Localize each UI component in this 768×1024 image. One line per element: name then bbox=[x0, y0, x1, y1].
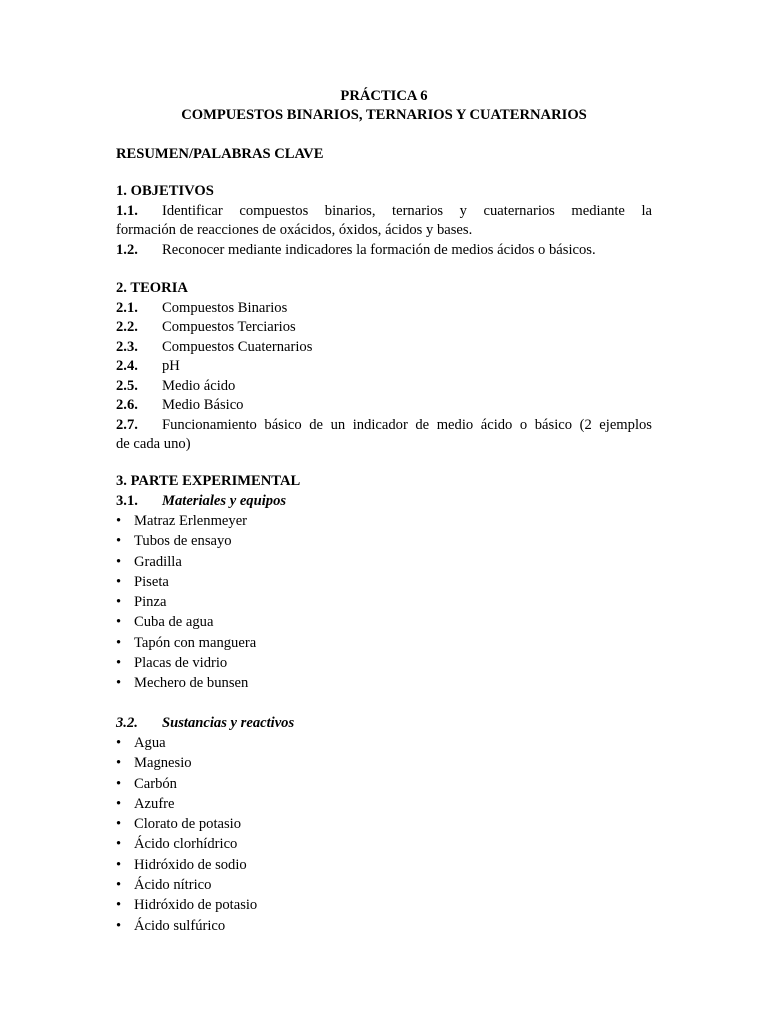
subheading-row bbox=[116, 714, 652, 734]
sustancias-list bbox=[116, 734, 652, 937]
item-number: 2.5. bbox=[116, 377, 138, 394]
list-item bbox=[116, 674, 652, 694]
list-item-text: Pinza bbox=[134, 594, 167, 611]
list-item-text: Cuba de agua bbox=[134, 614, 214, 631]
bullet-icon: • bbox=[116, 553, 122, 570]
list-item bbox=[116, 754, 652, 774]
list-item bbox=[116, 795, 652, 815]
list-item-text: Hidróxido de sodio bbox=[134, 856, 247, 873]
bullet-icon: • bbox=[116, 795, 122, 812]
list-item bbox=[116, 896, 652, 916]
list-item-text: Carbón bbox=[134, 775, 177, 792]
list-item-text: Mechero de bunsen bbox=[134, 675, 249, 692]
list-item-text: Placas de vidrio bbox=[134, 655, 228, 672]
list-item bbox=[116, 593, 652, 613]
teoria-item bbox=[116, 357, 652, 377]
teoria-item bbox=[116, 377, 652, 397]
list-item-text: Piseta bbox=[134, 573, 169, 590]
bullet-icon: • bbox=[116, 614, 122, 631]
list-item bbox=[116, 815, 652, 835]
bullet-icon: • bbox=[116, 856, 122, 873]
item-text: Medio Básico bbox=[162, 397, 244, 413]
experimental-section bbox=[116, 472, 652, 511]
list-item-text: Azufre bbox=[134, 795, 175, 812]
bullet-icon: • bbox=[116, 917, 122, 934]
bullet-icon: • bbox=[116, 675, 122, 692]
list-item bbox=[116, 532, 652, 552]
list-item-text: Hidróxido de potasio bbox=[134, 897, 258, 914]
list-item bbox=[116, 876, 652, 896]
document-subtitle: COMPUESTOS BINARIOS, TERNARIOS Y CUATERNARIOS bbox=[181, 107, 587, 123]
item-number: 2.6. bbox=[116, 397, 138, 413]
list-item bbox=[116, 835, 652, 855]
list-item-text: Matraz Erlenmeyer bbox=[134, 513, 248, 529]
item-text: Funcionamiento básico de un indicador de medio ácido o básico (2 ejemplos bbox=[162, 416, 652, 433]
list-item bbox=[116, 573, 652, 593]
list-item bbox=[116, 917, 652, 937]
materiales-list bbox=[116, 512, 652, 695]
list-item-text: Gradilla bbox=[134, 553, 182, 570]
teoria-item bbox=[116, 396, 652, 416]
list-item bbox=[116, 856, 652, 876]
list-item-text: Clorato de potasio bbox=[134, 816, 242, 833]
item-number: 1.2. bbox=[116, 241, 138, 258]
document-title: PRÁCTICA 6 bbox=[340, 88, 428, 104]
list-item bbox=[116, 553, 652, 573]
item-number: 2.2. bbox=[116, 319, 138, 335]
list-item bbox=[116, 654, 652, 674]
list-item-text: Magnesio bbox=[134, 755, 192, 772]
teoria-item bbox=[116, 416, 652, 436]
subheading-text: Sustancias y reactivos bbox=[162, 715, 295, 731]
item-number: 2.7. bbox=[116, 416, 138, 433]
bullet-icon: • bbox=[116, 816, 122, 833]
teoria-heading: 2. TEORIA bbox=[116, 280, 188, 296]
bullet-icon: • bbox=[116, 594, 122, 611]
item-text: Identificar compuestos binarios, ternarios y cuaternarios mediante la bbox=[162, 202, 652, 219]
teoria-item bbox=[116, 299, 652, 319]
subheading-text: Materiales y equipos bbox=[162, 492, 287, 509]
list-item-text: Agua bbox=[134, 735, 166, 751]
bullet-icon: • bbox=[116, 877, 122, 894]
bullet-icon: • bbox=[116, 655, 122, 672]
list-item-text: Tubos de ensayo bbox=[134, 533, 232, 550]
list-item bbox=[116, 613, 652, 633]
list-item bbox=[116, 775, 652, 795]
list-item-text: Ácido nítrico bbox=[134, 877, 212, 894]
bullet-icon: • bbox=[116, 755, 122, 772]
list-item bbox=[116, 734, 652, 754]
list-item-text: Ácido sulfúrico bbox=[134, 917, 226, 934]
bullet-icon: • bbox=[116, 573, 122, 590]
item-text: Medio ácido bbox=[162, 377, 236, 394]
experimental-heading: 3. PARTE EXPERIMENTAL bbox=[116, 473, 301, 489]
teoria-item-continuation: de cada uno) bbox=[116, 436, 191, 452]
item-number: 2.4. bbox=[116, 358, 138, 374]
bullet-icon: • bbox=[116, 735, 122, 751]
item-number: 2.3. bbox=[116, 338, 138, 355]
objetivos-heading: 1. OBJETIVOS bbox=[116, 183, 214, 199]
item-text: pH bbox=[162, 358, 180, 374]
objetivos-section bbox=[116, 182, 652, 260]
sustancias-subheading bbox=[116, 714, 652, 734]
list-item bbox=[116, 634, 652, 654]
bullet-icon: • bbox=[116, 897, 122, 914]
item-text: Compuestos Terciarios bbox=[162, 319, 296, 335]
list-item bbox=[116, 512, 652, 532]
objetivo-item bbox=[116, 202, 652, 222]
teoria-section bbox=[116, 279, 652, 455]
bullet-icon: • bbox=[116, 775, 122, 792]
bullet-icon: • bbox=[116, 836, 122, 853]
bullet-icon: • bbox=[116, 513, 122, 529]
item-number: 1.1. bbox=[116, 202, 138, 219]
objetivo-item-continuation: formación de reacciones de oxácidos, óxidos, ácidos y bases. bbox=[116, 222, 473, 238]
teoria-item bbox=[116, 318, 652, 338]
item-number: 3.1. bbox=[116, 492, 138, 509]
item-text: Compuestos Cuaternarios bbox=[162, 338, 313, 355]
materiales-subheading bbox=[116, 492, 652, 512]
item-number: 2.1. bbox=[116, 299, 138, 316]
item-text: Reconocer mediante indicadores la formación de medios ácidos o básicos. bbox=[162, 241, 596, 258]
item-number: 3.2. bbox=[116, 715, 138, 731]
list-item-text: Tapón con manguera bbox=[134, 634, 257, 651]
list-item-text: Ácido clorhídrico bbox=[134, 836, 238, 853]
teoria-item bbox=[116, 338, 652, 358]
bullet-icon: • bbox=[116, 634, 122, 651]
resumen-heading: RESUMEN/PALABRAS CLAVE bbox=[116, 146, 324, 162]
item-text: Compuestos Binarios bbox=[162, 299, 288, 316]
bullet-icon: • bbox=[116, 533, 122, 550]
objetivo-item bbox=[116, 241, 652, 261]
